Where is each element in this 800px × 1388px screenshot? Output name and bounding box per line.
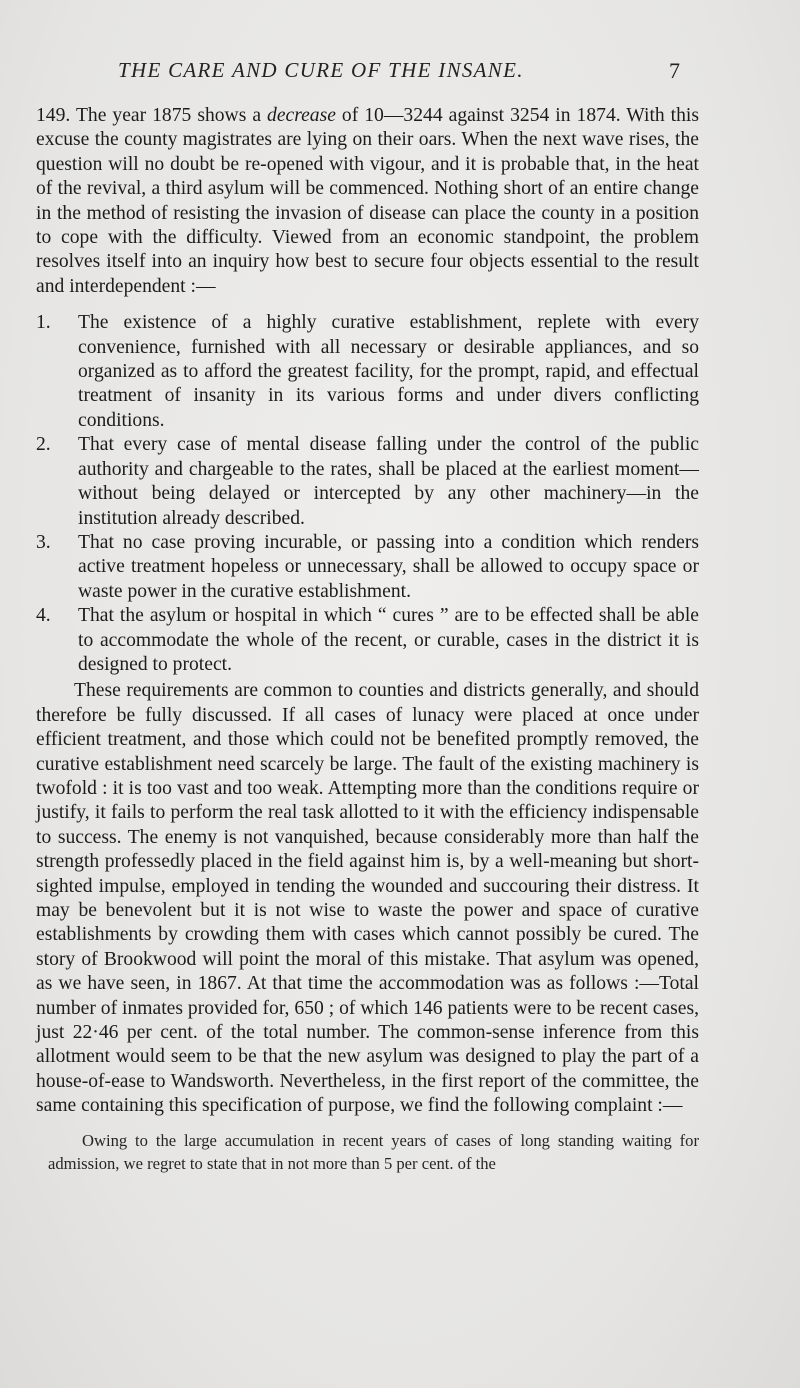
discussion-paragraph: These requirements are common to counties and districts generally, and should therefore be fully discussed. If all cases of lunacy were placed at once under efficient treatment, and those which could not be benefited promptly removed, the curative establishment need scarcely be large. The fault of the existing machinery is twofold : it is too vast and too weak. Attempting more than the conditions require or justify, it fails to perform the real task allotted to it with the efficiency indispensable to success. The enemy is not vanquished, because considerably more than half the strength professedly placed in the field against him is, by a well-meaning but short-sighted impulse, employed in tending the wounded and succouring their distress. It may be benevolent but it is not wise to waste the power and space of curative establishments by crowding them with cases which cannot possibly be cured. The story of Brookwood will point the moral of this mistake. That asylum was opened, as we have seen, in 1867. At that time the accommodation was as follows :—Total number of inmates provided for, 650 ; of which 146 patients were to be recent cases, just 22·46 per cent. of the total number. The common-sense inference from this allotment would seem to be that the new asylum was designed to play the part of a house-of-ease to Wandsworth. Nevertheless, in the first report of the committee, the same containing this specification of purpose, we find the following complaint :—: [36, 680, 699, 1117]
lead-emphasis: decrease: [267, 105, 336, 126]
lead-text-before: The year 1875 shows a: [75, 105, 268, 126]
objects-list: [36, 311, 699, 677]
section-149-paragraph: [36, 104, 699, 299]
list-item-number: 3.: [36, 531, 51, 553]
list-item-number: 4.: [36, 605, 51, 627]
page-number: 7: [669, 58, 680, 83]
block-quotation: Owing to the large accumulation in recent years of cases of long standing waiting for admission, we regret to state that in not more than 5 per cent. of the: [48, 1130, 699, 1173]
body-text: [36, 104, 699, 1175]
running-title: THE CARE AND CURE OF THE INSANE.: [118, 58, 524, 82]
list-item-text: That the asylum or hospital in which “ cures ” are to be effected shall be able to accommodate the whole of the recent, or curable, cases in the district it is designed to protect.: [78, 605, 699, 675]
list-item-number: 1.: [36, 312, 51, 334]
list-item-text: That no case proving incurable, or passing into a condition which renders active treatment hopeless or unnecessary, shall be allowed to occupy space or waste power in the curative establishment.: [78, 531, 699, 602]
list-item: [36, 311, 699, 433]
list-item: [36, 433, 699, 531]
list-item-number: 2.: [36, 434, 51, 456]
page-header: [38, 58, 700, 92]
lead-text-after: of 10—3244 against 3254 in 1874. With this excuse the county magistrates are lying on their oars. When the next wave rises, the question will no doubt be re-opened with vigour, and it is probable that, in the heat of the revival, a third asylum will be commenced. Nothing short of an entire change in the method of resisting the invasion of disease can place the county in a position to cope with the difficulty. Viewed from an economic standpoint, the problem resolves itself into an inquiry how best to secure four objects essential to the result and interdependent :—: [36, 105, 699, 297]
list-item: [36, 604, 699, 677]
list-item: [36, 531, 699, 604]
section-number: 149.: [36, 105, 71, 126]
list-item-text: The existence of a highly curative establishment, replete with every convenience, furnished with all necessary or desirable appliances, and so organized as to afford the greatest facility, for the prompt, rapid, and effectual treatment of insanity in its various forms and under divers conflicting conditions.: [78, 312, 699, 431]
list-item-text: That every case of mental disease falling under the control of the public authority and chargeable to the rates, shall be placed at the earliest moment—without being delayed or intercepted by any other machinery—in the institution already described.: [78, 434, 699, 529]
